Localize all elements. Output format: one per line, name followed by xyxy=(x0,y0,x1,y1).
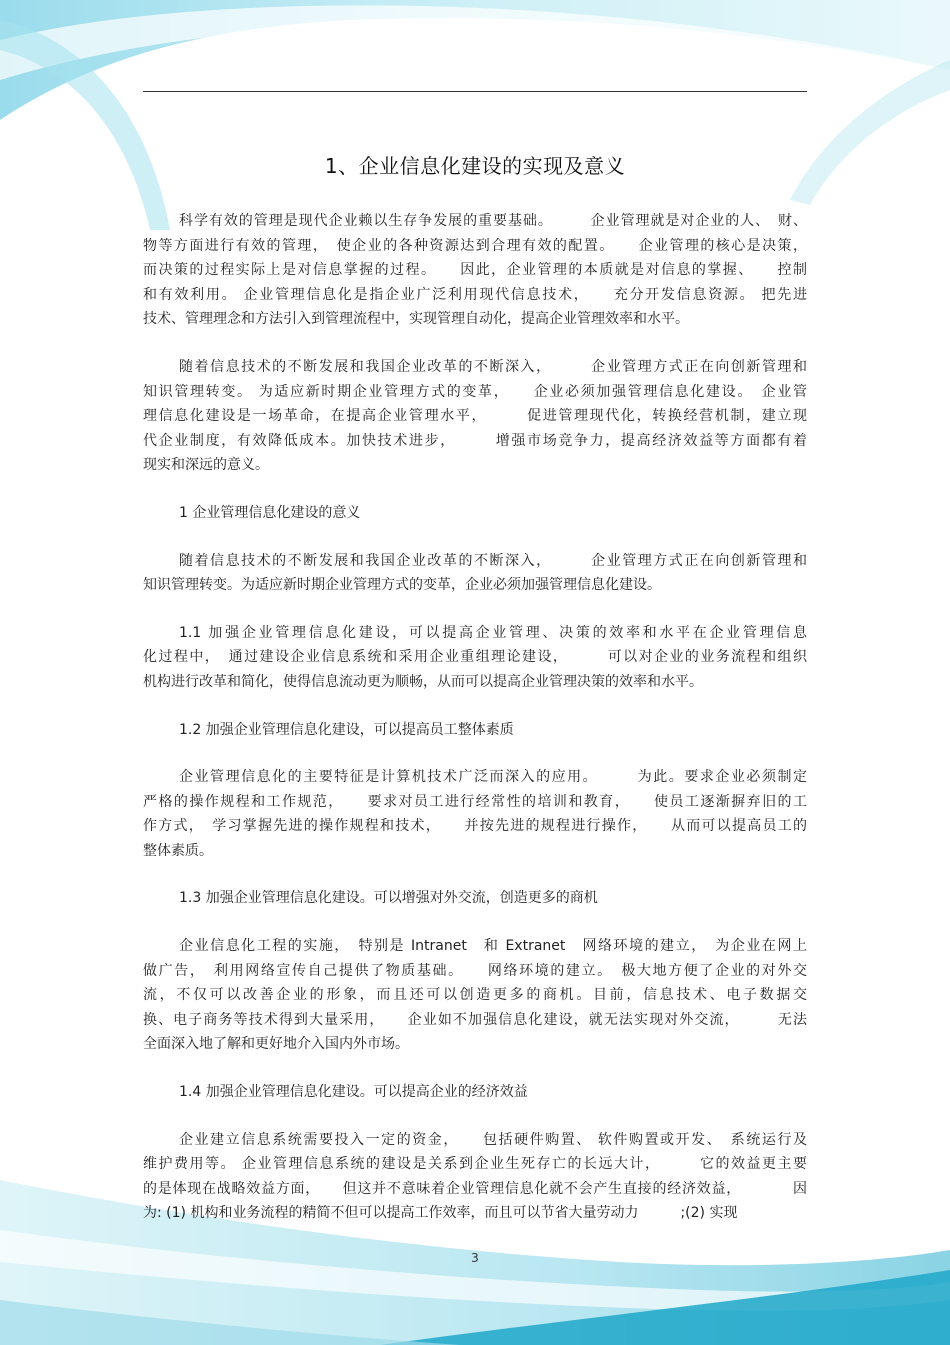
text-line: 作方式， 学习掌握先进的操作规程和技术， 并按先进的规程进行操作， 从而可以提高员工的 xyxy=(143,818,807,835)
text-line: 1.3 加强企业管理信息化建设。可以增强对外交流，创造更多的商机 xyxy=(179,890,598,907)
text-line: 代企业制度，有效降低成本。加快技术进步， 增强市场竞争力，提高经济效益等方面都有着 xyxy=(143,432,807,449)
text-line: 1 企业管理信息化建设的意义 xyxy=(179,504,361,521)
text-line: 严格的操作规程和工作规范， 要求对员工进行经常性的培训和教育， 使员工逐渐摒弃旧的工 xyxy=(143,793,807,810)
text-line: 企业信息化工程的实施， 特别是 Intranet 和 Extranet 网络环境的建立， 为企业在网上 xyxy=(179,938,807,955)
text-line: 化过程中， 通过建设企业信息系统和采用企业重组理论建设， 可以对企业的业务流程和组织 xyxy=(143,649,807,666)
text-line: 换、电子商务等技术得到大量采用， 企业如不加强信息化建设，就无法实现对外交流， 无法 xyxy=(143,1011,807,1028)
body-paragraph xyxy=(143,355,807,478)
text-line: 知识管理转变。 为适应新时期企业管理方式的变革， 企业必须加强管理信息化建设。 企业管 xyxy=(143,383,807,400)
section-heading xyxy=(143,718,807,743)
text-line: 1.1 加强企业管理信息化建设，可以提高企业管理、决策的效率和水平在企业管理信息 xyxy=(179,624,807,641)
text-line: 1.4 加强企业管理信息化建设。可以提高企业的经济效益 xyxy=(179,1084,528,1101)
text-line: 随着信息技术的不断发展和我国企业改革的不断深入， 企业管理方式正在向创新管理和 xyxy=(179,358,807,375)
body-paragraph xyxy=(143,765,807,863)
text-line: 做广告， 利用网络宣传自己提供了物质基础。 网络环境的建立。 极大地方便了企业的对外交 xyxy=(143,962,807,979)
document-body xyxy=(143,209,807,1249)
body-paragraph xyxy=(143,934,807,1057)
body-paragraph xyxy=(143,209,807,332)
text-line: 科学有效的管理是现代企业赖以生存争发展的重要基础。 企业管理就是对企业的人、 财、 xyxy=(179,213,807,229)
section-heading xyxy=(143,886,807,911)
text-line: 企业建立信息系统需要投入一定的资金， 包括硬件购置、 软件购置或开发、 系统运行及 xyxy=(179,1131,807,1148)
text-line: 和有效利用。 企业管理信息化是指企业广泛利用现代信息技术， 充分开发信息资源。 把先进 xyxy=(143,286,807,303)
text-line: 理信息化建设是一场革命，在提高企业管理水平， 促进管理现代化，转换经营机制，建立现 xyxy=(143,408,807,425)
text-line: 知识管理转变。为适应新时期企业管理方式的变革，企业必须加强管理信息化建设。 xyxy=(143,577,661,594)
body-paragraph xyxy=(143,1128,807,1226)
body-paragraph xyxy=(143,621,807,695)
text-line: 维护费用等。 企业管理信息系统的建设是关系到企业生死存亡的长远大计， 它的效益更主要 xyxy=(143,1156,807,1173)
text-line: 全面深入地了解和更好地介入国内外市场。 xyxy=(143,1036,409,1053)
section-heading xyxy=(143,1080,807,1105)
text-line: 机构进行改革和简化，使得信息流动更为顺畅，从而可以提高企业管理决策的效率和水平。 xyxy=(143,673,703,690)
text-line: 企业管理信息化的主要特征是计算机技术广泛而深入的应用。 为此。要求企业必须制定 xyxy=(179,769,807,786)
text-line: 整体素质。 xyxy=(143,842,213,859)
text-line: 的是体现在战略效益方面， 但这并不意味着企业管理信息化就不会产生直接的经济效益， 因 xyxy=(143,1180,807,1197)
text-line: 物等方面进行有效的管理， 使企业的各种资源达到合理有效的配置。 企业管理的核心是决策， xyxy=(143,237,807,254)
text-line: 为: (1) 机构和业务流程的精简不但可以提高工作效率，而且可以节省大量劳动力 ;(2) 实现 xyxy=(143,1205,738,1222)
text-line: 随着信息技术的不断发展和我国企业改革的不断深入， 企业管理方式正在向创新管理和 xyxy=(179,552,807,569)
body-paragraph xyxy=(143,549,807,598)
text-line: 1.2 加强企业管理信息化建设，可以提高员工整体素质 xyxy=(179,721,514,738)
header-rule xyxy=(143,91,807,92)
page-title: 1、企业信息化建设的实现及意义 xyxy=(324,154,626,178)
page-number: 3 xyxy=(471,1251,479,1265)
text-line: 流，不仅可以改善企业的形象，而且还可以创造更多的商机。目前，信息技术、电子数据交 xyxy=(143,987,807,1004)
section-heading xyxy=(143,501,807,526)
text-line: 而决策的过程实际上是对信息掌握的过程。 因此，企业管理的本质就是对信息的掌握、 控制 xyxy=(143,262,807,279)
text-line: 现实和深远的意义。 xyxy=(143,457,269,474)
text-line: 技术、管理理念和方法引入到管理流程中，实现管理自动化，提高企业管理效率和水平。 xyxy=(143,311,689,328)
